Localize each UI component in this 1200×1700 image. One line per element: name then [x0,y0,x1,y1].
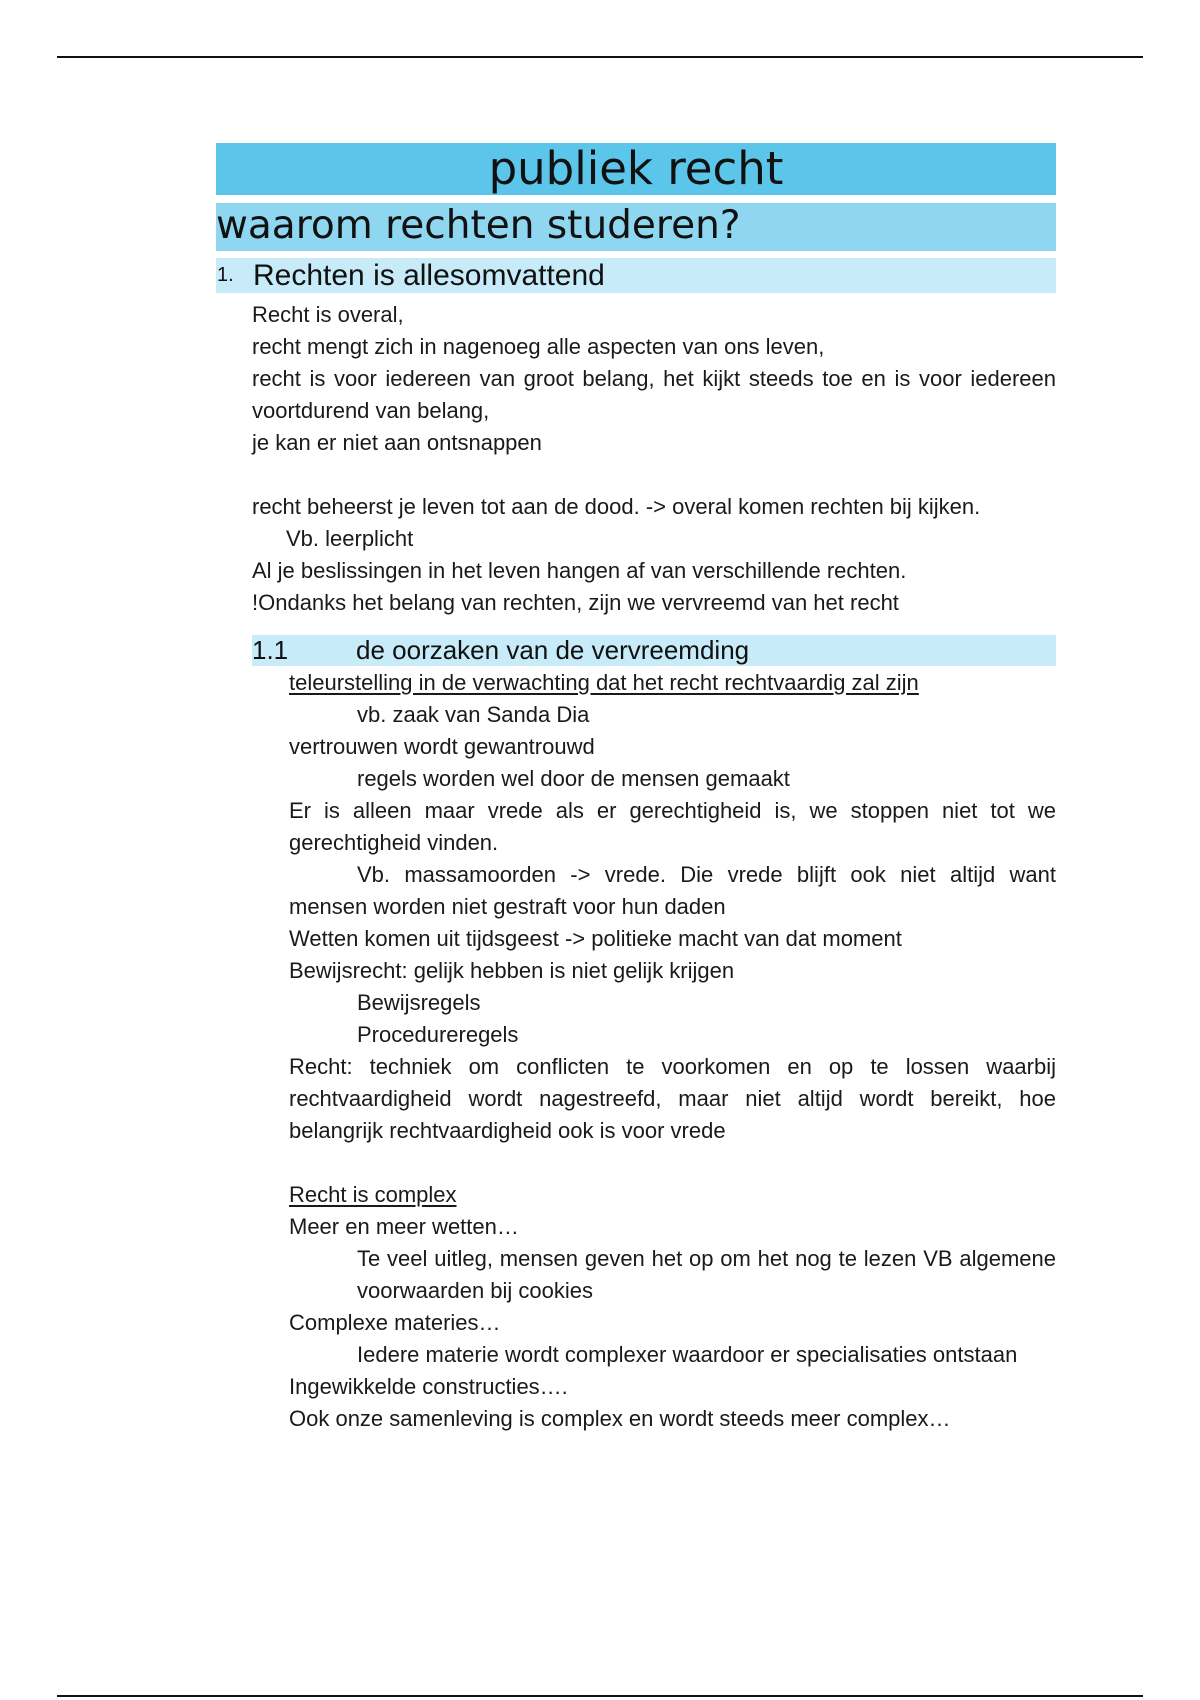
list-item: Bewijsregels [357,990,481,1015]
paragraph: Recht: techniek om conflicten te voorkomen en op te lossen waarbij rechtvaardigheid wordt nagestreefd, maar niet altijd wordt bereikt, hoe belangrijk rechtvaardigheid ook is voor vrede [289,1054,1056,1143]
spacer [216,1147,1056,1179]
paragraph: Ingewikkelde constructies…. [289,1374,568,1399]
document-title: publiek recht [216,143,1056,195]
paragraph: Te veel uitleg, mensen geven het op om het nog te lezen VB algemene voorwaarden bij cookies [357,1246,1056,1303]
paragraph: Wetten komen uit tijdsgeest -> politieke macht van dat moment [289,926,902,951]
section-1-1-number: 1.1 [252,635,289,665]
paragraph: !Ondanks het belang van rechten, zijn we vervreemd van het recht [252,590,899,615]
section-1-heading [216,258,1056,293]
section-1-title: Rechten is allesomvattend [253,258,605,292]
page-top-rule [57,56,1143,58]
underlined-subheading: Recht is complex [289,1182,457,1207]
paragraph: Complexe materies… [289,1310,501,1335]
paragraph: Recht is overal, [252,302,404,327]
section-1-body [216,299,1056,619]
example-line: Vb. massamoorden -> vrede. Die vrede blijft ook niet altijd want mensen worden niet gestraft voor hun daden [289,862,1056,919]
page-bottom-rule [57,1695,1143,1697]
paragraph: je kan er niet aan ontsnappen [252,430,542,455]
paragraph: Bewijsrecht: gelijk hebben is niet gelijk krijgen [289,958,735,983]
paragraph: Ook onze samenleving is complex en wordt steeds meer complex… [289,1406,951,1431]
paragraph: recht is voor iedereen van groot belang, het kijkt steeds toe en is voor iedereen voortdurend van belang, [252,366,1056,423]
section-1-1-body [216,667,1056,1435]
section-1-1-title: de oorzaken van de vervreemding [356,635,750,665]
paragraph: Er is alleen maar vrede als er gerechtigheid is, we stoppen niet tot we gerechtigheid vinden. [289,798,1056,855]
paragraph: regels worden wel door de mensen gemaakt [357,766,790,791]
paragraph: recht mengt zich in nagenoeg alle aspecten van ons leven, [252,334,825,359]
document-body [216,143,1056,1435]
section-1-1-heading [252,635,1056,666]
paragraph: Iedere materie wordt complexer waardoor er specialisaties ontstaan [357,1342,1018,1367]
document-subtitle: waarom rechten studeren? [216,203,1056,251]
paragraph: Al je beslissingen in het leven hangen af van verschillende rechten. [252,558,907,583]
paragraph: recht beheerst je leven tot aan de dood. -> overal komen rechten bij kijken. [252,494,981,519]
underlined-subheading: teleurstelling in de verwachting dat het recht rechtvaardig zal zijn [289,670,919,695]
paragraph: Meer en meer wetten… [289,1214,519,1239]
example-line: vb. zaak van Sanda Dia [357,702,590,727]
paragraph: Vb. leerplicht [286,526,414,551]
section-1-number: 1. [217,264,234,286]
spacer [216,459,1056,491]
list-item: Procedureregels [357,1022,519,1047]
paragraph: vertrouwen wordt gewantrouwd [289,734,595,759]
